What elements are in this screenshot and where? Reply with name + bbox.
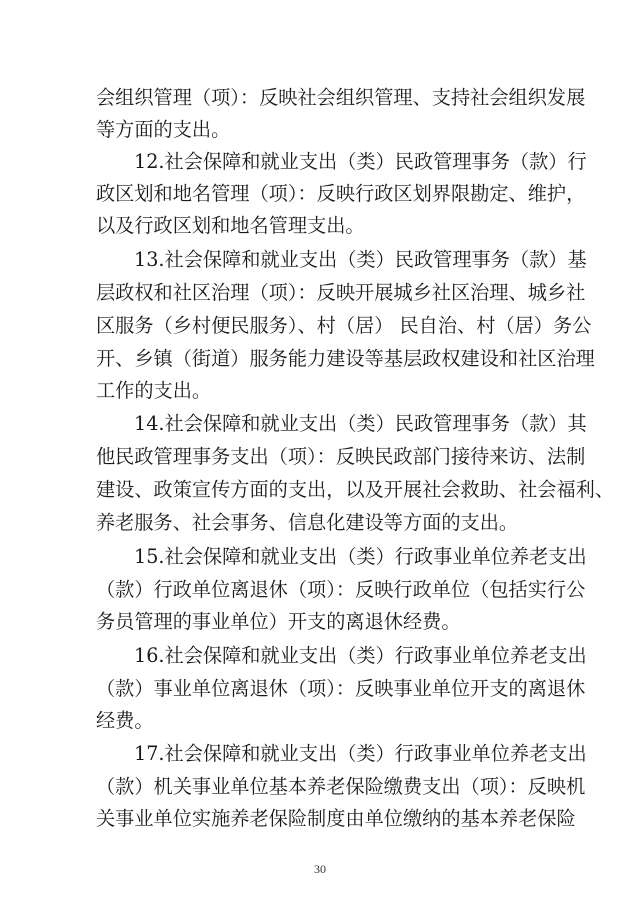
text-line: 养老服务、社会事务、信息化建设等方面的支出。: [96, 511, 519, 534]
paragraph-13-start: 13.社会保障和就业支出（类）民政管理事务（款）基: [134, 248, 587, 271]
text-line: 务员管理的事业单位）开支的离退休经费。: [96, 610, 461, 633]
paragraph-17-start: 17.社会保障和就业支出（类）行政事业单位养老支出: [134, 742, 587, 765]
text-line: 政区划和地名管理（项）：反映行政区划界限勘定、维护，: [96, 182, 586, 205]
text-line: （款）事业单位离退休（项）：反映事业单位开支的离退休: [96, 677, 586, 700]
paragraph-16-start: 16.社会保障和就业支出（类）行政事业单位养老支出: [134, 644, 587, 667]
text-line: 会组织管理（项）：反映社会组织管理、支持社会组织发展: [96, 86, 586, 109]
text-line: 区服务（乡村便民服务）、村（居） 民自治、村（居）务公: [96, 314, 592, 337]
text-line: 等方面的支出。: [96, 118, 231, 141]
paragraph-12-start: 12.社会保障和就业支出（类）民政管理事务（款）行: [134, 150, 587, 173]
text-line: 开、乡镇（街道）服务能力建设等基层政权建设和社区治理: [96, 347, 595, 370]
page-number: 30: [314, 862, 326, 876]
text-line: 他民政管理事务支出（项）：反映民政部门接待来访、法制: [96, 445, 586, 468]
text-line: 层政权和社区治理（项）：反映开展城乡社区治理、城乡社: [96, 281, 586, 304]
text-line: 以及行政区划和地名管理支出。: [96, 214, 365, 237]
text-line: （款）机关事业单位基本养老保险缴费支出（项）：反映机: [96, 775, 586, 798]
text-line: （款）行政单位离退休（项）：反映行政单位（包括实行公: [96, 578, 586, 601]
paragraph-15-start: 15.社会保障和就业支出（类）行政事业单位养老支出: [134, 545, 587, 568]
text-line: 工作的支出。: [96, 379, 212, 402]
paragraph-14-start: 14.社会保障和就业支出（类）民政管理事务（款）其: [134, 412, 587, 435]
text-line: 建设、政策宣传方面的支出，以及开展社会救助、社会福利、: [96, 478, 615, 501]
text-line: 关事业单位实施养老保险制度由单位缴纳的基本养老保险: [96, 807, 576, 830]
text-line: 经费。: [96, 709, 154, 732]
